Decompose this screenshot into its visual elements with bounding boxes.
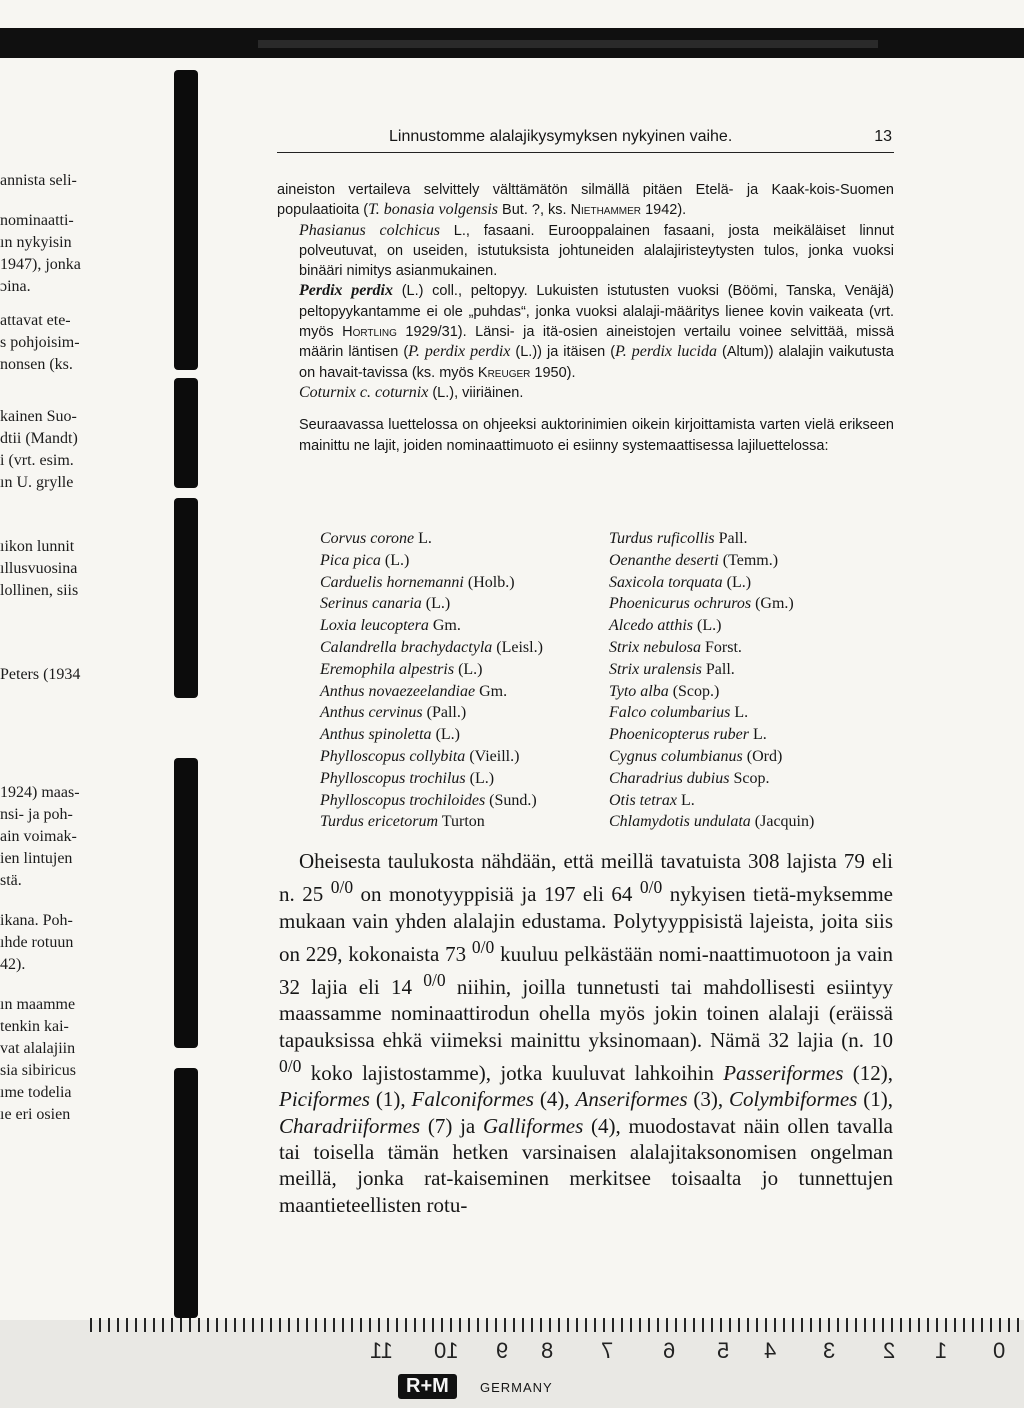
species-name: Chlamydotis undulata: [609, 813, 751, 831]
scanner-country-label: GERMANY: [480, 1380, 553, 1395]
fragment-line: annista seli-: [0, 172, 77, 189]
ruler-number: 7: [601, 1338, 614, 1363]
species-entry: [609, 593, 814, 615]
species-entry: [609, 681, 814, 703]
species-name: Loxia leucoptera: [320, 617, 429, 635]
species-entry: [609, 572, 814, 594]
species-list-left: [320, 528, 543, 833]
species-entry: [320, 724, 543, 746]
species-author: (L.): [465, 769, 495, 787]
species-author: Pall.: [714, 530, 748, 547]
fragment-line: 1947), jonka: [0, 256, 81, 273]
main-paragraph: Oheisesta taulukosta nähdään, että meillä tavatuista 308 lajista 79 eli n. 25 $^{0/0}$ on monotyyppisiä ja 197 eli 64 $^{0/0}$ nykyisen tietä-myksemme mukaan vain yhden alalajin edustama. Polytyyppisistä lajeista, joita siis on 229, kokonaista 73 $^{0/0}$ kuuluu pelkästään nomi-naattimuotoon ja vain 32 lajia eli 14 $^{0/0}$ niihin, joilla tunnetusti tai mahdollisesti esiintyy maassamme nominaattirodun ohella myös jokin toinen alalaji (eräissä tapauksissa ehkä viimeksi mainittu yksinomaan). Nämä 32 lajia (n. 10 $^{0/0}$ koko lajistostamme), jotka kuuluvat lahkoihin Passeriformes (12), Piciformes (1), Falconiformes (4), Anseriformes (3), Colymbiformes (1), Charadriiformes (7) ja Galliformes (4), muodostavat näin ollen tavalla tai toisella tämän hetken varsinaisen alalajitaksonomisen ongelman meillä, jonka rat-kaiseminen merkitsee toisaalta jo tunnettujen maantieteellisten rotu-: [279, 849, 894, 1217]
fragment-line: ıllusvuosina: [0, 560, 78, 577]
species-author: (L.): [431, 726, 460, 744]
species-author: (Leisl.): [492, 638, 543, 656]
species-entry: [320, 659, 543, 681]
paragraph-perdix: Perdix perdix (L.) coll., peltopyy. Lukuisten istutusten vuoksi (Böömi, Tanska, Venäjä) peltopyykantamme ei ole „puhdas“, jonka vuoksi alalaji-määritys lienee kovin vaikeata (vrt. myös Hortling 1929/31). Länsi- ja itä-osien aineistojen vertailu voinee selvittää, missä määrin läntisen (P. perdix perdix (L.)) ja itäisen (P. perdix lucida (Altum)) alalajin vaikutusta on havait-tavissa (ks. myös Kreuger 1950).: [299, 282, 895, 381]
species-name: Oenanthe deserti: [609, 551, 719, 569]
fragment-line: ın U. grylle: [0, 474, 74, 491]
fragment-line: s pohjoisim-: [0, 334, 80, 351]
species-entry: [609, 528, 814, 550]
fragment-line: 42).: [0, 956, 26, 973]
species-author: (Ord): [742, 747, 783, 765]
species-entry: [320, 811, 543, 833]
species-name: Tyto alba: [609, 682, 669, 700]
species-author: (L.): [722, 573, 752, 591]
species-name: Falco columbarius: [609, 704, 731, 722]
fragment-line: ien lintujen: [0, 850, 73, 867]
species-name: Charadrius dubius: [609, 769, 730, 787]
species-author: Scop.: [729, 769, 770, 787]
fragment-line: dtii (Mandt): [0, 430, 78, 447]
ruler-number: 4: [764, 1338, 777, 1363]
fragment-line: vat alalajiin: [0, 1040, 76, 1057]
paragraph-coturnix: Coturnix c. coturnix (L.), viiriäinen.: [299, 383, 524, 401]
species-author: L.: [677, 791, 695, 809]
species-author: L.: [414, 530, 432, 547]
ruler-number: 6: [663, 1338, 676, 1363]
species-author: (L.): [380, 551, 410, 569]
species-author: (Vieill.): [465, 747, 520, 765]
paragraph-list-intro: Seuraavassa luettelossa on ohjeeksi auktorinimien oikein kirjoittamista varten vielä erikseen mainittu ne lajit, joiden nominaattimuoto ei esiinny systemaattisessa lajiluettelossa:: [299, 417, 894, 454]
fragment-line: sia sibiricus: [0, 1062, 76, 1079]
species-author: (L.): [692, 617, 722, 635]
species-name: Phylloscopus trochiloides: [320, 791, 486, 809]
ruler-number: 1: [935, 1338, 948, 1363]
species-entry: [320, 572, 543, 594]
fragment-line: nominaatti-: [0, 212, 74, 229]
species-entry: [609, 615, 814, 637]
ruler-number: 10: [434, 1338, 459, 1363]
species-entry: [609, 550, 814, 572]
paragraph-phasianus: Phasianus colchicus L., fasaani. Eurooppalainen fasaani, josta meikäläiset linnut polveutuvat, on useiden, istutuksista johtuneiden alalajiristeytysten tulos, jonka vuoksi binääri nimitys asianmukainen.: [299, 221, 894, 280]
species-entry: [320, 593, 543, 615]
fragment-line: i (vrt. esim.: [0, 452, 74, 469]
species-author: (Sund.): [485, 791, 537, 809]
ruler-number: 0: [993, 1338, 1006, 1363]
species-entry: [320, 615, 543, 637]
page-number: 13: [874, 128, 892, 145]
species-entry: [320, 637, 543, 659]
species-author: (Gm.): [751, 595, 794, 613]
small-print-block: [277, 180, 894, 456]
scanner-logo: R+M: [398, 1374, 457, 1399]
fragment-line: ikana. Poh-: [0, 912, 73, 929]
species-author: Gm.: [475, 682, 508, 700]
species-author: L.: [748, 726, 767, 744]
fragment-line: lollinen, siis: [0, 582, 79, 599]
species-author: Turton: [438, 813, 485, 831]
species-name: Phylloscopus trochilus: [320, 769, 466, 787]
species-entry: [609, 768, 814, 790]
fragment-line: attavat ete-: [0, 312, 71, 329]
fragment-line: ıhde rotuun: [0, 934, 74, 951]
fragment-line: 1924) maas-: [0, 784, 80, 801]
running-header: [277, 122, 894, 153]
species-author: (Temm.): [718, 551, 779, 569]
fragment-line: ıme todelia: [0, 1084, 72, 1101]
species-name: Anthus spinoletta: [320, 726, 432, 744]
species-name: Strix nebulosa: [609, 638, 701, 656]
fragment-line: ın maamme: [0, 996, 76, 1013]
species-author: (Holb.): [463, 573, 515, 591]
fragment-line: ıe eri osien: [0, 1106, 71, 1123]
species-author: Pall.: [701, 660, 735, 678]
ruler-number: 11: [370, 1338, 393, 1363]
fragment-line: ıikon lunnit: [0, 538, 75, 555]
ruler-number: 3: [823, 1338, 836, 1363]
species-author: (Pall.): [422, 704, 467, 722]
species-name: Anthus cervinus: [320, 704, 423, 722]
fragment-line: ain voimak-: [0, 828, 77, 845]
species-entry: [609, 702, 814, 724]
species-name: Eremophila alpestris: [320, 660, 455, 678]
species-name: Corvus corone: [320, 530, 415, 547]
species-entry: [609, 659, 814, 681]
species-entry: [609, 790, 814, 812]
species-name: Serinus canaria: [320, 595, 422, 613]
species-name: Phoenicopterus ruber: [609, 726, 749, 744]
species-entry: [609, 724, 814, 746]
species-entry: [320, 768, 543, 790]
species-entry: [320, 790, 543, 812]
species-author: Forst.: [701, 638, 742, 656]
fragment-line: tenkin kai-: [0, 1018, 69, 1035]
species-author: (L.): [421, 595, 451, 613]
fragment-line: stä.: [0, 872, 22, 889]
fragment-line: Peters (1934: [0, 666, 81, 683]
species-name: Turdus ericetorum: [320, 813, 439, 831]
species-entry: [320, 528, 543, 550]
species-name: Saxicola torquata: [609, 573, 723, 591]
scanner-ruler: [90, 1318, 1024, 1332]
species-entry: [320, 681, 543, 703]
species-author: (L.): [454, 660, 483, 678]
species-list-right: [609, 528, 814, 833]
species-name: Anthus novaezeelandiae: [320, 682, 476, 700]
fragment-line: nonsen (ks.: [0, 356, 73, 373]
species-entry: [609, 811, 814, 833]
species-author: Gm.: [428, 617, 461, 635]
ruler-number: 8: [541, 1338, 554, 1363]
species-entry: [609, 746, 814, 768]
scan-top-edge-highlight: [258, 40, 878, 48]
species-author: L.: [730, 704, 749, 722]
species-name: Pica pica: [320, 551, 381, 569]
ruler-number: 2: [883, 1338, 896, 1363]
ruler-number: 5: [717, 1338, 730, 1363]
species-name: Cygnus columbianus: [609, 747, 743, 765]
species-name: Phylloscopus collybita: [320, 747, 466, 765]
species-name: Calandrella brachydactyla: [320, 638, 493, 656]
species-entry: [609, 637, 814, 659]
species-name: Turdus ruficollis: [609, 530, 715, 547]
ruler-number: 9: [496, 1338, 509, 1363]
species-name: Otis tetrax: [609, 791, 677, 809]
species-entry: [320, 746, 543, 768]
species-author: (Scop.): [668, 682, 720, 700]
species-entry: [320, 550, 543, 572]
species-entry: [320, 702, 543, 724]
species-name: Phoenicurus ochruros: [609, 595, 752, 613]
binding-gutter: [168, 58, 204, 1348]
species-name: Strix uralensis: [609, 660, 702, 678]
fragment-line: nsi- ja poh-: [0, 806, 73, 823]
species-name: Carduelis hornemanni: [320, 573, 464, 591]
fragment-line: kainen Suo-: [0, 408, 77, 425]
paragraph-bonasia: aineiston vertaileva selvittely välttämätön silmällä pitäen Etelä- ja Kaak-kois-Suomen populaatioita (T. bonasia volgensis But. ?, ks. Niethammer 1942).: [277, 182, 894, 219]
species-name: Alcedo atthis: [609, 617, 693, 635]
running-title: Linnustomme alalajikysymyksen nykyinen vaihe.: [389, 128, 733, 145]
fragment-line: ın nykyisin: [0, 234, 72, 251]
species-author: (Jacquin): [750, 813, 815, 831]
fragment-line: ɔina.: [0, 278, 31, 295]
